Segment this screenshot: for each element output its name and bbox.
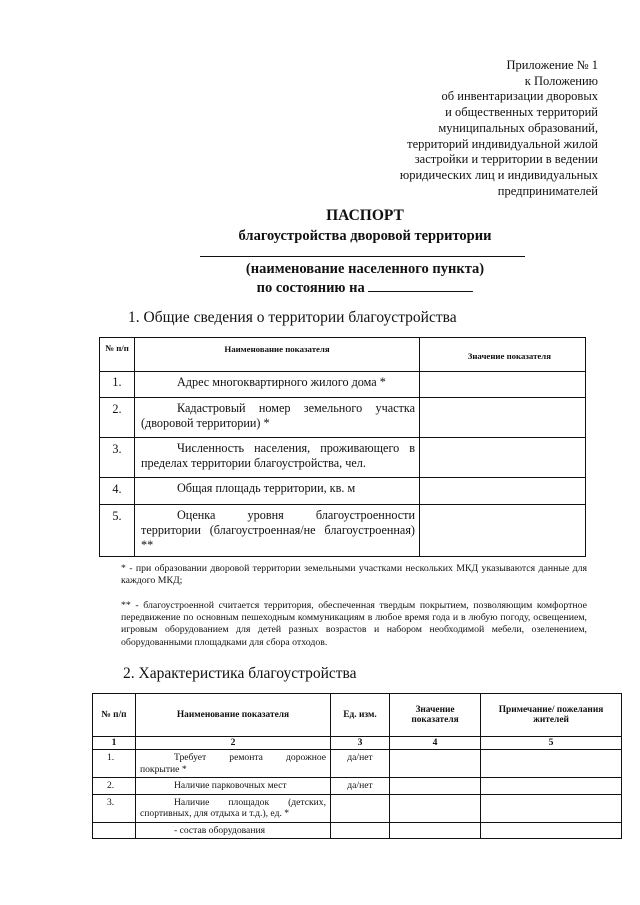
row-number: 4. <box>100 478 135 505</box>
row-indicator <box>135 478 420 505</box>
row-unit <box>331 822 390 839</box>
section1-heading: 1. Общие сведения о территории благоустройства <box>128 309 457 326</box>
indicator-text: Наличие парковочных мест <box>174 780 287 791</box>
column-index: 1 <box>93 737 136 750</box>
section2-heading: 2. Характеристика благоустройства <box>123 665 357 682</box>
row-value <box>420 438 586 478</box>
as-of-date-blank <box>368 279 473 292</box>
row-value <box>420 478 586 505</box>
row-number <box>93 822 136 839</box>
table-row <box>93 822 622 839</box>
appendix-line: Приложение № 1 <box>506 58 598 72</box>
table-row <box>100 398 586 438</box>
footnote-2: ** - благоустроенной считается территория, обеспеченная твердым покрытием, позволяющим комфортное передвижение по основным пешеходным коммуникациям в любое время года и в любую погоду, освещением, игровым оборудованием для детей разных возрастов и набором необходимой мебели, озеленением, оборудованными площадками для сбора отходов. <box>121 600 587 648</box>
footnote-1: * - при образовании дворовой территории земельными участками нескольких МКД указываются данные для каждого МКД; <box>121 563 587 587</box>
row-value <box>390 794 481 822</box>
as-of-line <box>200 279 530 298</box>
column-index: 4 <box>390 737 481 750</box>
table-row <box>100 478 586 505</box>
appendix-line: об инвентаризации дворовых <box>441 89 598 104</box>
row-indicator <box>135 438 420 478</box>
row-indicator <box>136 794 331 822</box>
indicator-text: Оценка уровня благоустроенности территории (благоустроенная/не благоустроенная) ** <box>141 508 415 552</box>
row-number: 3. <box>100 438 135 478</box>
settlement-caption: (наименование населенного пункта) <box>245 261 485 277</box>
row-value <box>420 398 586 438</box>
row-value <box>420 505 586 557</box>
col-note-header: Примечание/ пожелания жителей <box>481 694 622 737</box>
table-row <box>93 750 622 778</box>
row-note <box>481 750 622 778</box>
row-number: 2. <box>93 778 136 795</box>
row-value <box>420 372 586 398</box>
column-index: 2 <box>136 737 331 750</box>
table-row <box>93 778 622 795</box>
row-number: 3. <box>93 794 136 822</box>
as-of-label: по состоянию на <box>256 280 365 296</box>
indicator-text: Численность населения, проживающего в пределах территории благоустройства, чел. <box>141 441 415 470</box>
row-indicator <box>135 398 420 438</box>
row-number: 5. <box>100 505 135 557</box>
indicator-text: Наличие площадок (детских, спортивных, для отдыха и т.д.), ед. * <box>140 796 326 819</box>
column-index: 3 <box>331 737 390 750</box>
table-header-row <box>100 338 586 372</box>
indicator-text: Адрес многоквартирного жилого дома * <box>177 375 386 389</box>
settlement-name-line <box>200 256 525 257</box>
row-indicator <box>135 372 420 398</box>
column-index: 5 <box>481 737 622 750</box>
row-note <box>481 778 622 795</box>
row-unit: да/нет <box>331 750 390 778</box>
appendix-line: муниципальных образований, <box>438 120 598 135</box>
col-number-header: № п/п <box>100 338 135 372</box>
appendix-line: застройки и территории в ведении <box>414 152 598 167</box>
row-note <box>481 822 622 839</box>
appendix-line: и общественных территорий <box>445 105 598 120</box>
row-value <box>390 822 481 839</box>
indicator-text: Требует ремонта дорожное покрытие * <box>140 752 326 775</box>
row-value <box>390 750 481 778</box>
row-number: 1. <box>93 750 136 778</box>
col-number-header: № п/п <box>93 694 136 737</box>
table-row <box>100 372 586 398</box>
title-sub: благоустройства дворовой территории <box>238 228 492 244</box>
title-main: ПАСПОРТ <box>326 207 404 224</box>
column-index-row <box>93 737 622 750</box>
appendix-line: к Положению <box>524 73 598 88</box>
improvement-characteristics-table <box>92 693 622 839</box>
row-number: 2. <box>100 398 135 438</box>
table-row <box>93 794 622 822</box>
appendix-line: предпринимателей <box>497 183 598 198</box>
col-unit-header: Ед. изм. <box>331 694 390 737</box>
row-indicator <box>136 822 331 839</box>
col-name-header: Наименование показателя <box>136 694 331 737</box>
appendix-line: территорий индивидуальной жилой <box>407 136 598 151</box>
row-indicator <box>136 750 331 778</box>
row-indicator <box>136 778 331 795</box>
appendix-header <box>358 58 598 199</box>
col-value-header: Значение показателя <box>390 694 481 737</box>
col-value-header: Значение показателя <box>420 338 586 372</box>
indicator-text: - состав оборудования <box>174 824 265 836</box>
col-name-header: Наименование показателя <box>135 338 420 372</box>
table-row <box>100 438 586 478</box>
document-title <box>150 206 580 246</box>
appendix-line: юридических лиц и индивидуальных <box>399 167 598 182</box>
row-number: 1. <box>100 372 135 398</box>
row-unit <box>331 794 390 822</box>
general-info-table <box>99 337 586 557</box>
row-unit: да/нет <box>331 778 390 795</box>
row-indicator <box>135 505 420 557</box>
row-value <box>390 778 481 795</box>
settlement-block <box>200 260 530 298</box>
table-row <box>100 505 586 557</box>
row-note <box>481 794 622 822</box>
table-header-row <box>93 694 622 737</box>
indicator-text: Кадастровый номер земельного участка (дворовой территории) * <box>141 401 415 430</box>
indicator-text: Общая площадь территории, кв. м <box>177 481 356 495</box>
